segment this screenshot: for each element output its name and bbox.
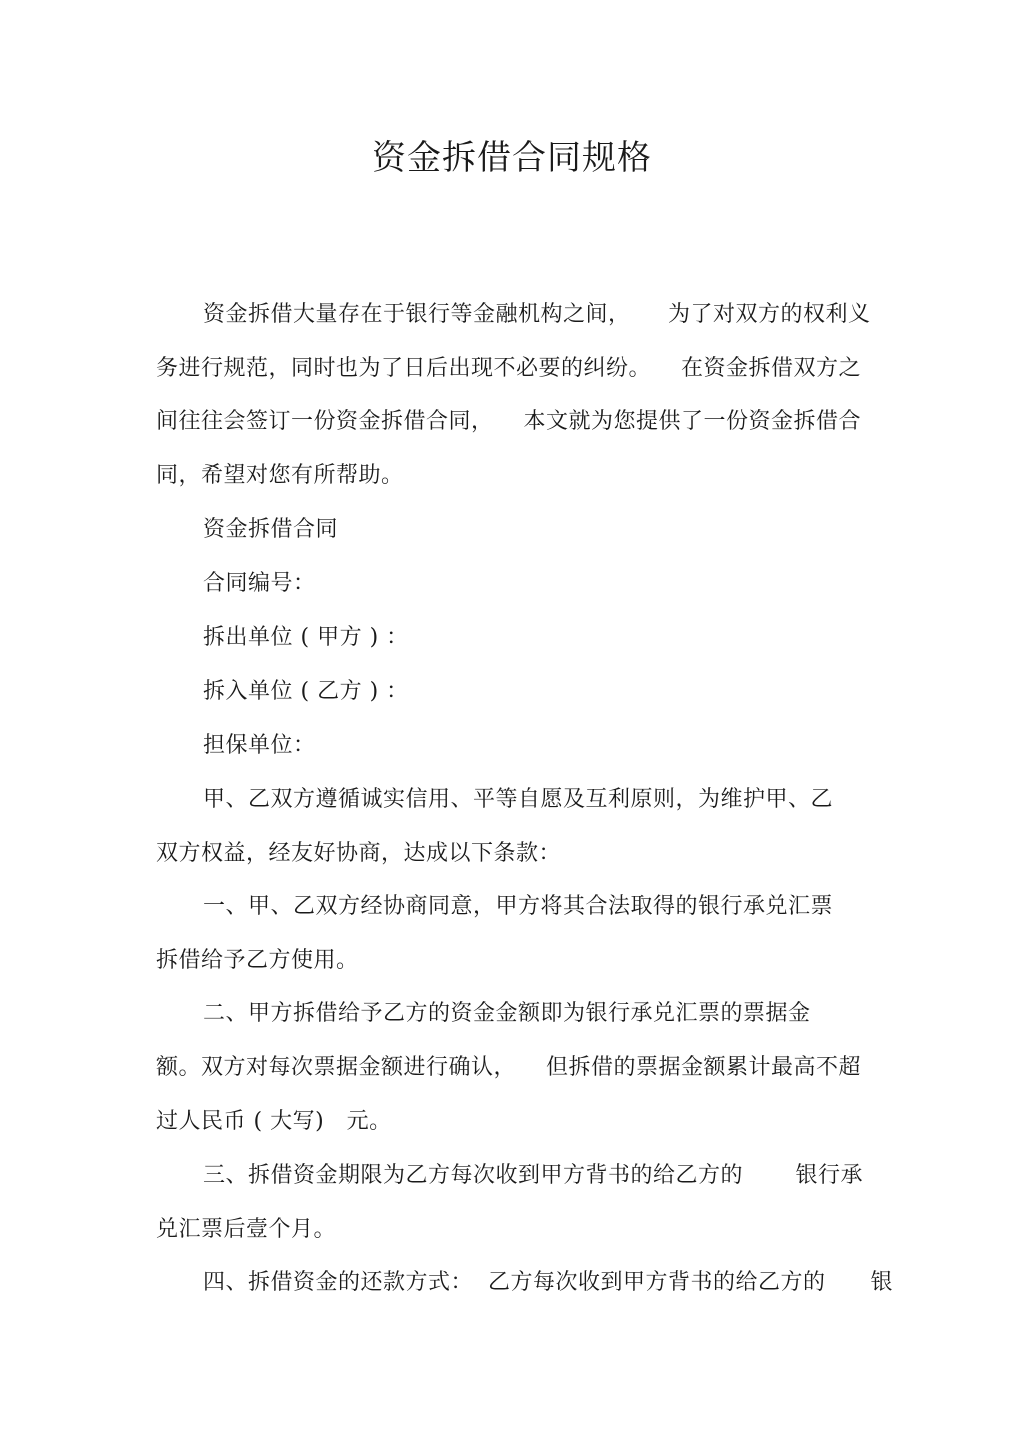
borrower-party-field: 拆入单位 ( 乙方 ) ： [203, 679, 409, 704]
clause-1-line-2: 拆借给予乙方使用。 [156, 948, 359, 973]
clause-2-line-2: 额。双方对每次票据金额进行确认， 但拆借的票据金额累计最高不超 [156, 1055, 861, 1080]
clause-3-line-1: 三、拆借资金期限为乙方每次收到甲方背书的给乙方的 银行承 [203, 1163, 863, 1188]
paragraph-intro-line-1: 资金拆借大量存在于银行等金融机构之间， 为了对双方的权利义 [203, 302, 871, 327]
clause-1-line-1: 一、甲、乙双方经协商同意，甲方将其合法取得的银行承兑汇票 [203, 894, 834, 919]
contract-heading: 资金拆借合同 [203, 517, 339, 542]
clause-4-line-1: 四、拆借资金的还款方式： 乙方每次收到甲方背书的给乙方的 银 [203, 1270, 893, 1295]
preamble-line-2: 双方权益，经友好协商，达成以下条款： [156, 841, 562, 866]
contract-number-field: 合同编号： [203, 571, 316, 596]
preamble-line-1: 甲、乙双方遵循诚实信用、平等自愿及互利原则，为维护甲、乙 [203, 787, 834, 812]
document-title: 资金拆借合同规格 [372, 138, 652, 178]
guarantor-field: 担保单位： [203, 733, 316, 758]
lender-party-field: 拆出单位 ( 甲方 ) ： [203, 625, 409, 650]
paragraph-intro-line-4: 同，希望对您有所帮助。 [156, 463, 404, 488]
clause-3-line-2: 兑汇票后壹个月。 [156, 1217, 337, 1242]
clause-2-line-1: 二、甲方拆借给予乙方的资金金额即为银行承兑汇票的票据金 [203, 1001, 811, 1026]
paragraph-intro-line-2: 务进行规范，同时也为了日后出现不必要的纠纷。 在资金拆借双方之 [156, 356, 861, 381]
clause-2-line-3: 过人民币 ( 大写) 元。 [156, 1109, 392, 1134]
paragraph-intro-line-3: 间往往会签订一份资金拆借合同， 本文就为您提供了一份资金拆借合 [156, 409, 861, 434]
